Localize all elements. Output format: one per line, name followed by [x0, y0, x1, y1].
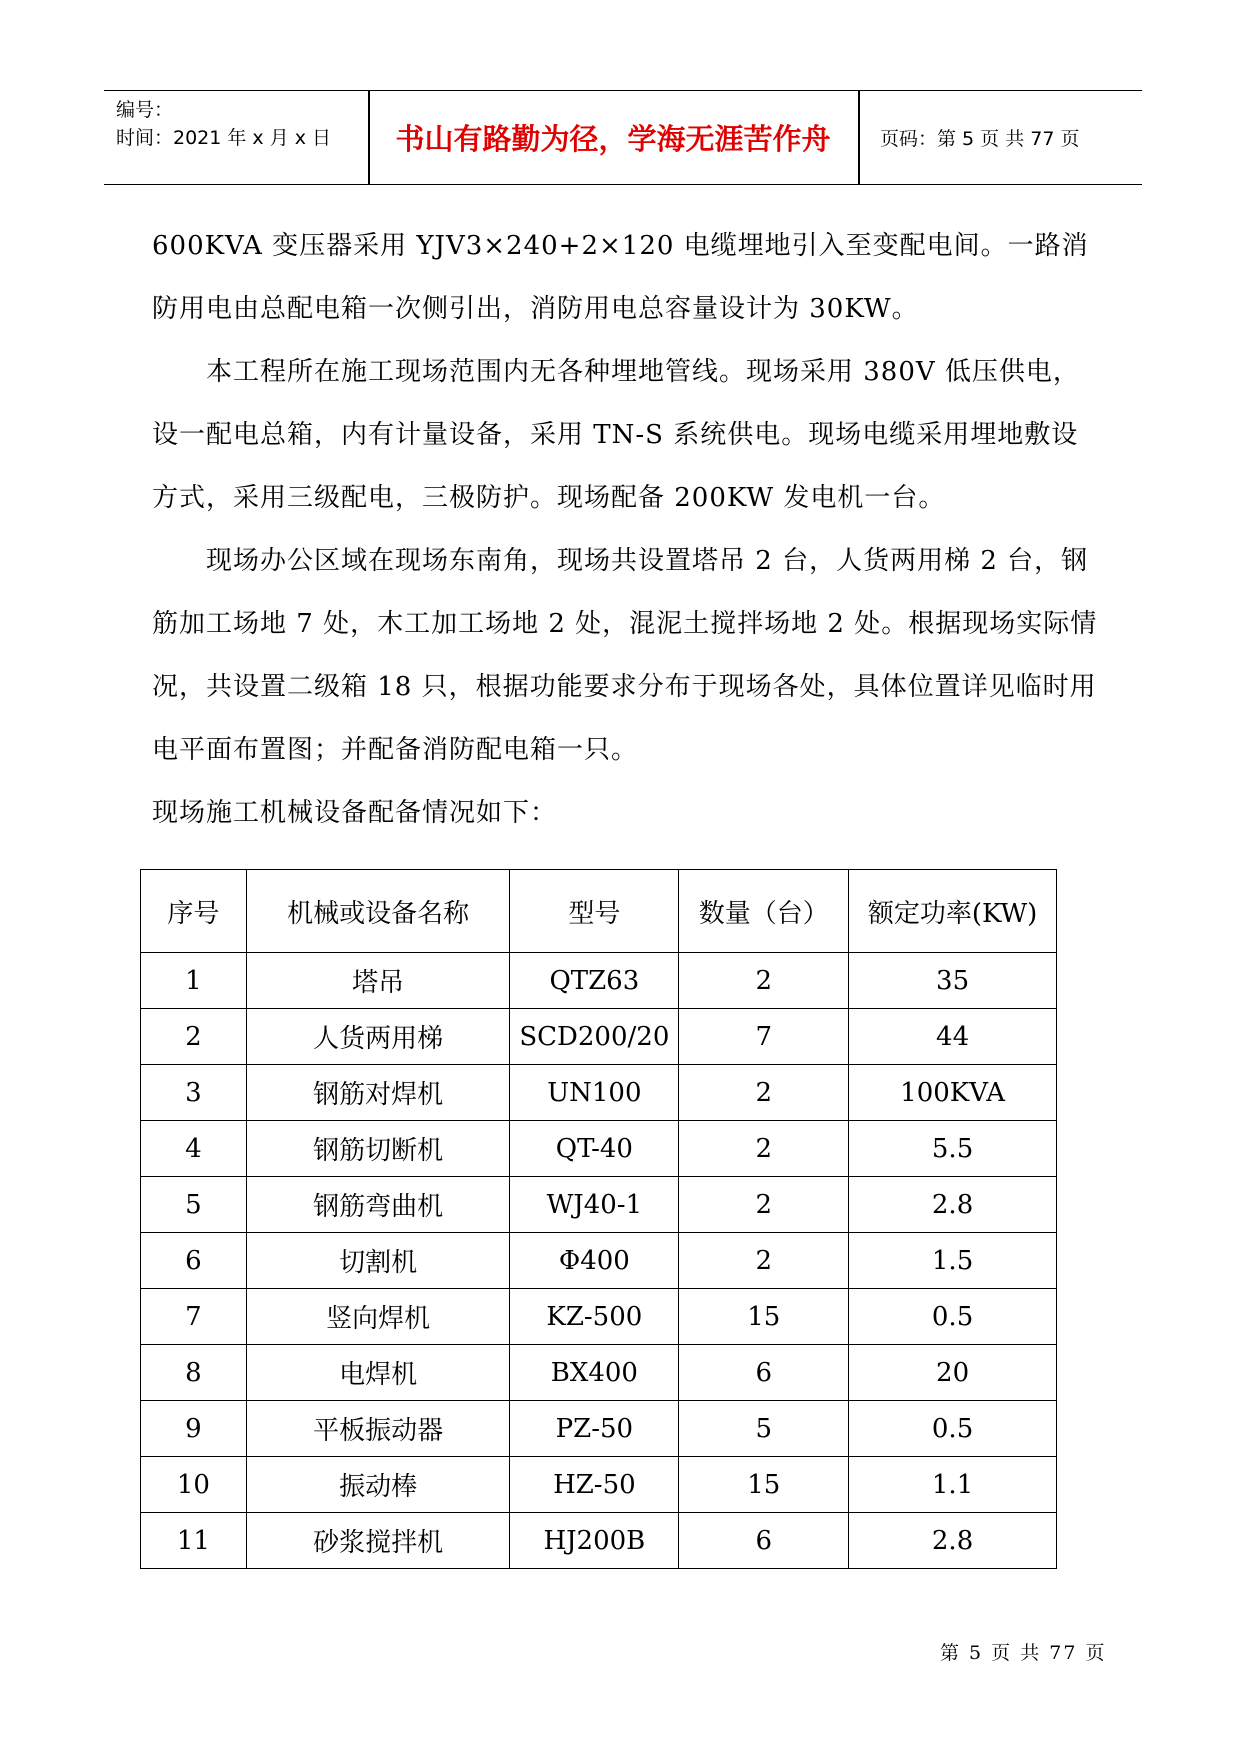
cell-model: QT-40 — [510, 1121, 679, 1177]
cell-model: HJ200B — [510, 1513, 679, 1569]
paragraph-site-layout: 现场办公区域在现场东南角，现场共设置塔吊 2 台，人货两用梯 2 台，钢筋加工场地 7 处，木工加工场地 2 处，混泥土搅拌场地 2 处。根据现场实际情况，共设置二级箱 18 只，根据功能要求分布于现场各处，具体位置详见临时用电平面布置图；并配备消防配电箱一只。 — [152, 546, 1098, 765]
cell-power: 0.5 — [849, 1289, 1057, 1345]
cell-power: 20 — [849, 1345, 1057, 1401]
header-cell-index: 序号 — [141, 870, 247, 953]
cell-name: 电焊机 — [246, 1345, 510, 1401]
cell-model: QTZ63 — [510, 953, 679, 1009]
cell-quantity: 2 — [679, 1177, 849, 1233]
cell-power: 5.5 — [849, 1121, 1057, 1177]
cell-quantity: 6 — [679, 1513, 849, 1569]
cell-model: SCD200/20 — [510, 1009, 679, 1065]
cell-name: 平板振动器 — [246, 1401, 510, 1457]
cell-index: 7 — [141, 1289, 247, 1345]
cell-name: 竖向焊机 — [246, 1289, 510, 1345]
cell-power: 0.5 — [849, 1401, 1057, 1457]
cell-quantity: 2 — [679, 953, 849, 1009]
cell-model: BX400 — [510, 1345, 679, 1401]
cell-index: 5 — [141, 1177, 247, 1233]
cell-name: 人货两用梯 — [246, 1009, 510, 1065]
header-divider — [858, 91, 860, 184]
cell-name: 钢筋切断机 — [246, 1121, 510, 1177]
table-row — [141, 1177, 1057, 1233]
cell-power: 2.8 — [849, 1177, 1057, 1233]
cell-index: 9 — [141, 1401, 247, 1457]
cell-name: 振动棒 — [246, 1457, 510, 1513]
cell-quantity: 15 — [679, 1457, 849, 1513]
cell-index: 2 — [141, 1009, 247, 1065]
cell-power: 1.1 — [849, 1457, 1057, 1513]
cell-index: 8 — [141, 1345, 247, 1401]
table-row — [141, 1009, 1057, 1065]
cell-quantity: 2 — [679, 1065, 849, 1121]
cell-model: UN100 — [510, 1065, 679, 1121]
table-row — [141, 1289, 1057, 1345]
header-page-label: 页码：第 5 页 共 77 页 — [880, 128, 1080, 150]
cell-model: PZ-50 — [510, 1401, 679, 1457]
cell-power: 100KVA — [849, 1065, 1057, 1121]
table-row — [141, 1233, 1057, 1289]
table-row — [141, 1401, 1057, 1457]
cell-name: 塔吊 — [246, 953, 510, 1009]
cell-name: 砂浆搅拌机 — [246, 1513, 510, 1569]
table-row — [141, 953, 1057, 1009]
header-cell-name: 机械或设备名称 — [246, 870, 510, 953]
cell-index: 3 — [141, 1065, 247, 1121]
number-label: 编号： — [116, 99, 174, 121]
cell-power: 2.8 — [849, 1513, 1057, 1569]
equipment-table — [140, 869, 1057, 1569]
cell-quantity: 7 — [679, 1009, 849, 1065]
cell-index: 10 — [141, 1457, 247, 1513]
table-row — [141, 1345, 1057, 1401]
cell-model: HZ-50 — [510, 1457, 679, 1513]
cell-quantity: 2 — [679, 1121, 849, 1177]
cell-model: Φ400 — [510, 1233, 679, 1289]
header-cell-model: 型号 — [510, 870, 679, 953]
cell-name: 钢筋弯曲机 — [246, 1177, 510, 1233]
paragraph-transformer: 600KVA 变压器采用 YJV3×240+2×120 电缆埋地引入至变配电间。一路消防用电由总配电箱一次侧引出，消防用电总容量设计为 30KW。 — [152, 231, 1089, 324]
table-row — [141, 1513, 1057, 1569]
cell-quantity: 2 — [679, 1233, 849, 1289]
cell-index: 11 — [141, 1513, 247, 1569]
cell-index: 1 — [141, 953, 247, 1009]
table-intro: 现场施工机械设备配备情况如下： — [152, 798, 558, 828]
cell-power: 44 — [849, 1009, 1057, 1065]
cell-quantity: 6 — [679, 1345, 849, 1401]
cell-power: 1.5 — [849, 1233, 1057, 1289]
header-cell-quantity: 数量（台） — [679, 870, 849, 953]
cell-model: KZ-500 — [510, 1289, 679, 1345]
page-footer: 第 5 页 共 77 页 — [940, 1642, 1107, 1664]
cell-quantity: 5 — [679, 1401, 849, 1457]
header-meta — [116, 91, 366, 184]
paragraph-power-supply: 本工程所在施工现场范围内无各种埋地管线。现场采用 380V 低压供电，设一配电总箱，内有计量设备，采用 TN-S 系统供电。现场电缆采用埋地敷设方式，采用三级配电，三极防护。现场配备 200KW 发电机一台。 — [152, 357, 1080, 513]
header-cell-power: 额定功率(KW) — [849, 870, 1057, 953]
table-row — [141, 1457, 1057, 1513]
table-header-row — [141, 870, 1057, 953]
table-row — [141, 1065, 1057, 1121]
cell-name: 切割机 — [246, 1233, 510, 1289]
cell-quantity: 15 — [679, 1289, 849, 1345]
cell-model: WJ40-1 — [510, 1177, 679, 1233]
header-motto: 书山有路勤为径，学海无涯苦作舟 — [395, 122, 831, 156]
table-row — [141, 1121, 1057, 1177]
cell-index: 6 — [141, 1233, 247, 1289]
time-label: 时间：2021 年 x 月 x 日 — [116, 127, 332, 149]
cell-power: 35 — [849, 953, 1057, 1009]
cell-index: 4 — [141, 1121, 247, 1177]
cell-name: 钢筋对焊机 — [246, 1065, 510, 1121]
page-header — [104, 90, 1142, 185]
